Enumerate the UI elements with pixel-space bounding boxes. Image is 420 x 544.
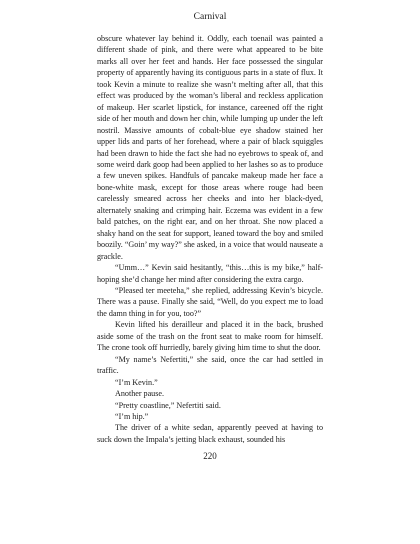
paragraph: “My name’s Nefertiti,” she said, once the car had settled in traffic. (97, 354, 323, 376)
running-header: Carnival (193, 12, 227, 22)
paragraph: “Umm…” Kevin said hesitantly, “this…this is my bike,” half-hoping she’d change her mind after considering the extra cargo. (97, 263, 323, 284)
page-number: 220 (203, 451, 217, 461)
paragraph: “I’m hip.” (115, 411, 149, 421)
paragraph: “Pleased ter meeteha,” she replied, addressing Kevin’s bicycle. There was a pause. Finally she said, “Well, do you expect me to load the damn thing in for you, too?” (97, 285, 323, 318)
paragraph: The driver of a white sedan, apparently peeved at having to suck down the Impala’s jetting black exhaust, sounded his (97, 423, 323, 444)
paragraph: Kevin lifted his derailleur and placed it in the back, brushed aside some of the trash on the front seat to make room for himself. The crone took off hurriedly, barely giving him time to shut the door. (97, 320, 323, 353)
paragraph: obscure whatever lay behind it. Oddly, each toenail was painted a different shade of pink, and there were what appeared to be bite marks all over her feet and hands. Her face possessed the singular property of apparently having its contiguous parts in a state of flux. It took Kevin a minute to realize she wasn’t melting after all, that this effect was produced by the woman’s liberal and reckless application of makeup. Her scarlet lipstick, for instance, careened off the right side of her mouth and down her chin, while lumping up under the left nostril. Massive amounts of cobalt-blue eye shadow stained her upper lids and parts of her forehead, where a pair of black squiggles had been drawn to hide the fact she had no eyebrows to speak of, and some weird dark goop had been applied to her lashes so as to produce a few uneven spikes. Handfuls of pancake makeup made her face a bone-white mask, except for those areas where rouge had been carelessly smeared across her cheeks and into her black-dyed, alternately snaking and crimping hair. Eczema was evident in a few bald patches, on the right ear, and on her throat. She now placed a shaky hand on the seat for support, leaned toward the boy and smiled boozily. “Goin’ my way?” she asked, in a voice that would nauseate a grackle. (97, 34, 323, 261)
body-text (97, 33, 323, 445)
paragraph: Another pause. (115, 389, 164, 399)
paragraph: “I’m Kevin.” (115, 377, 158, 387)
paragraph: “Pretty coastline,” Nefertiti said. (115, 400, 221, 410)
